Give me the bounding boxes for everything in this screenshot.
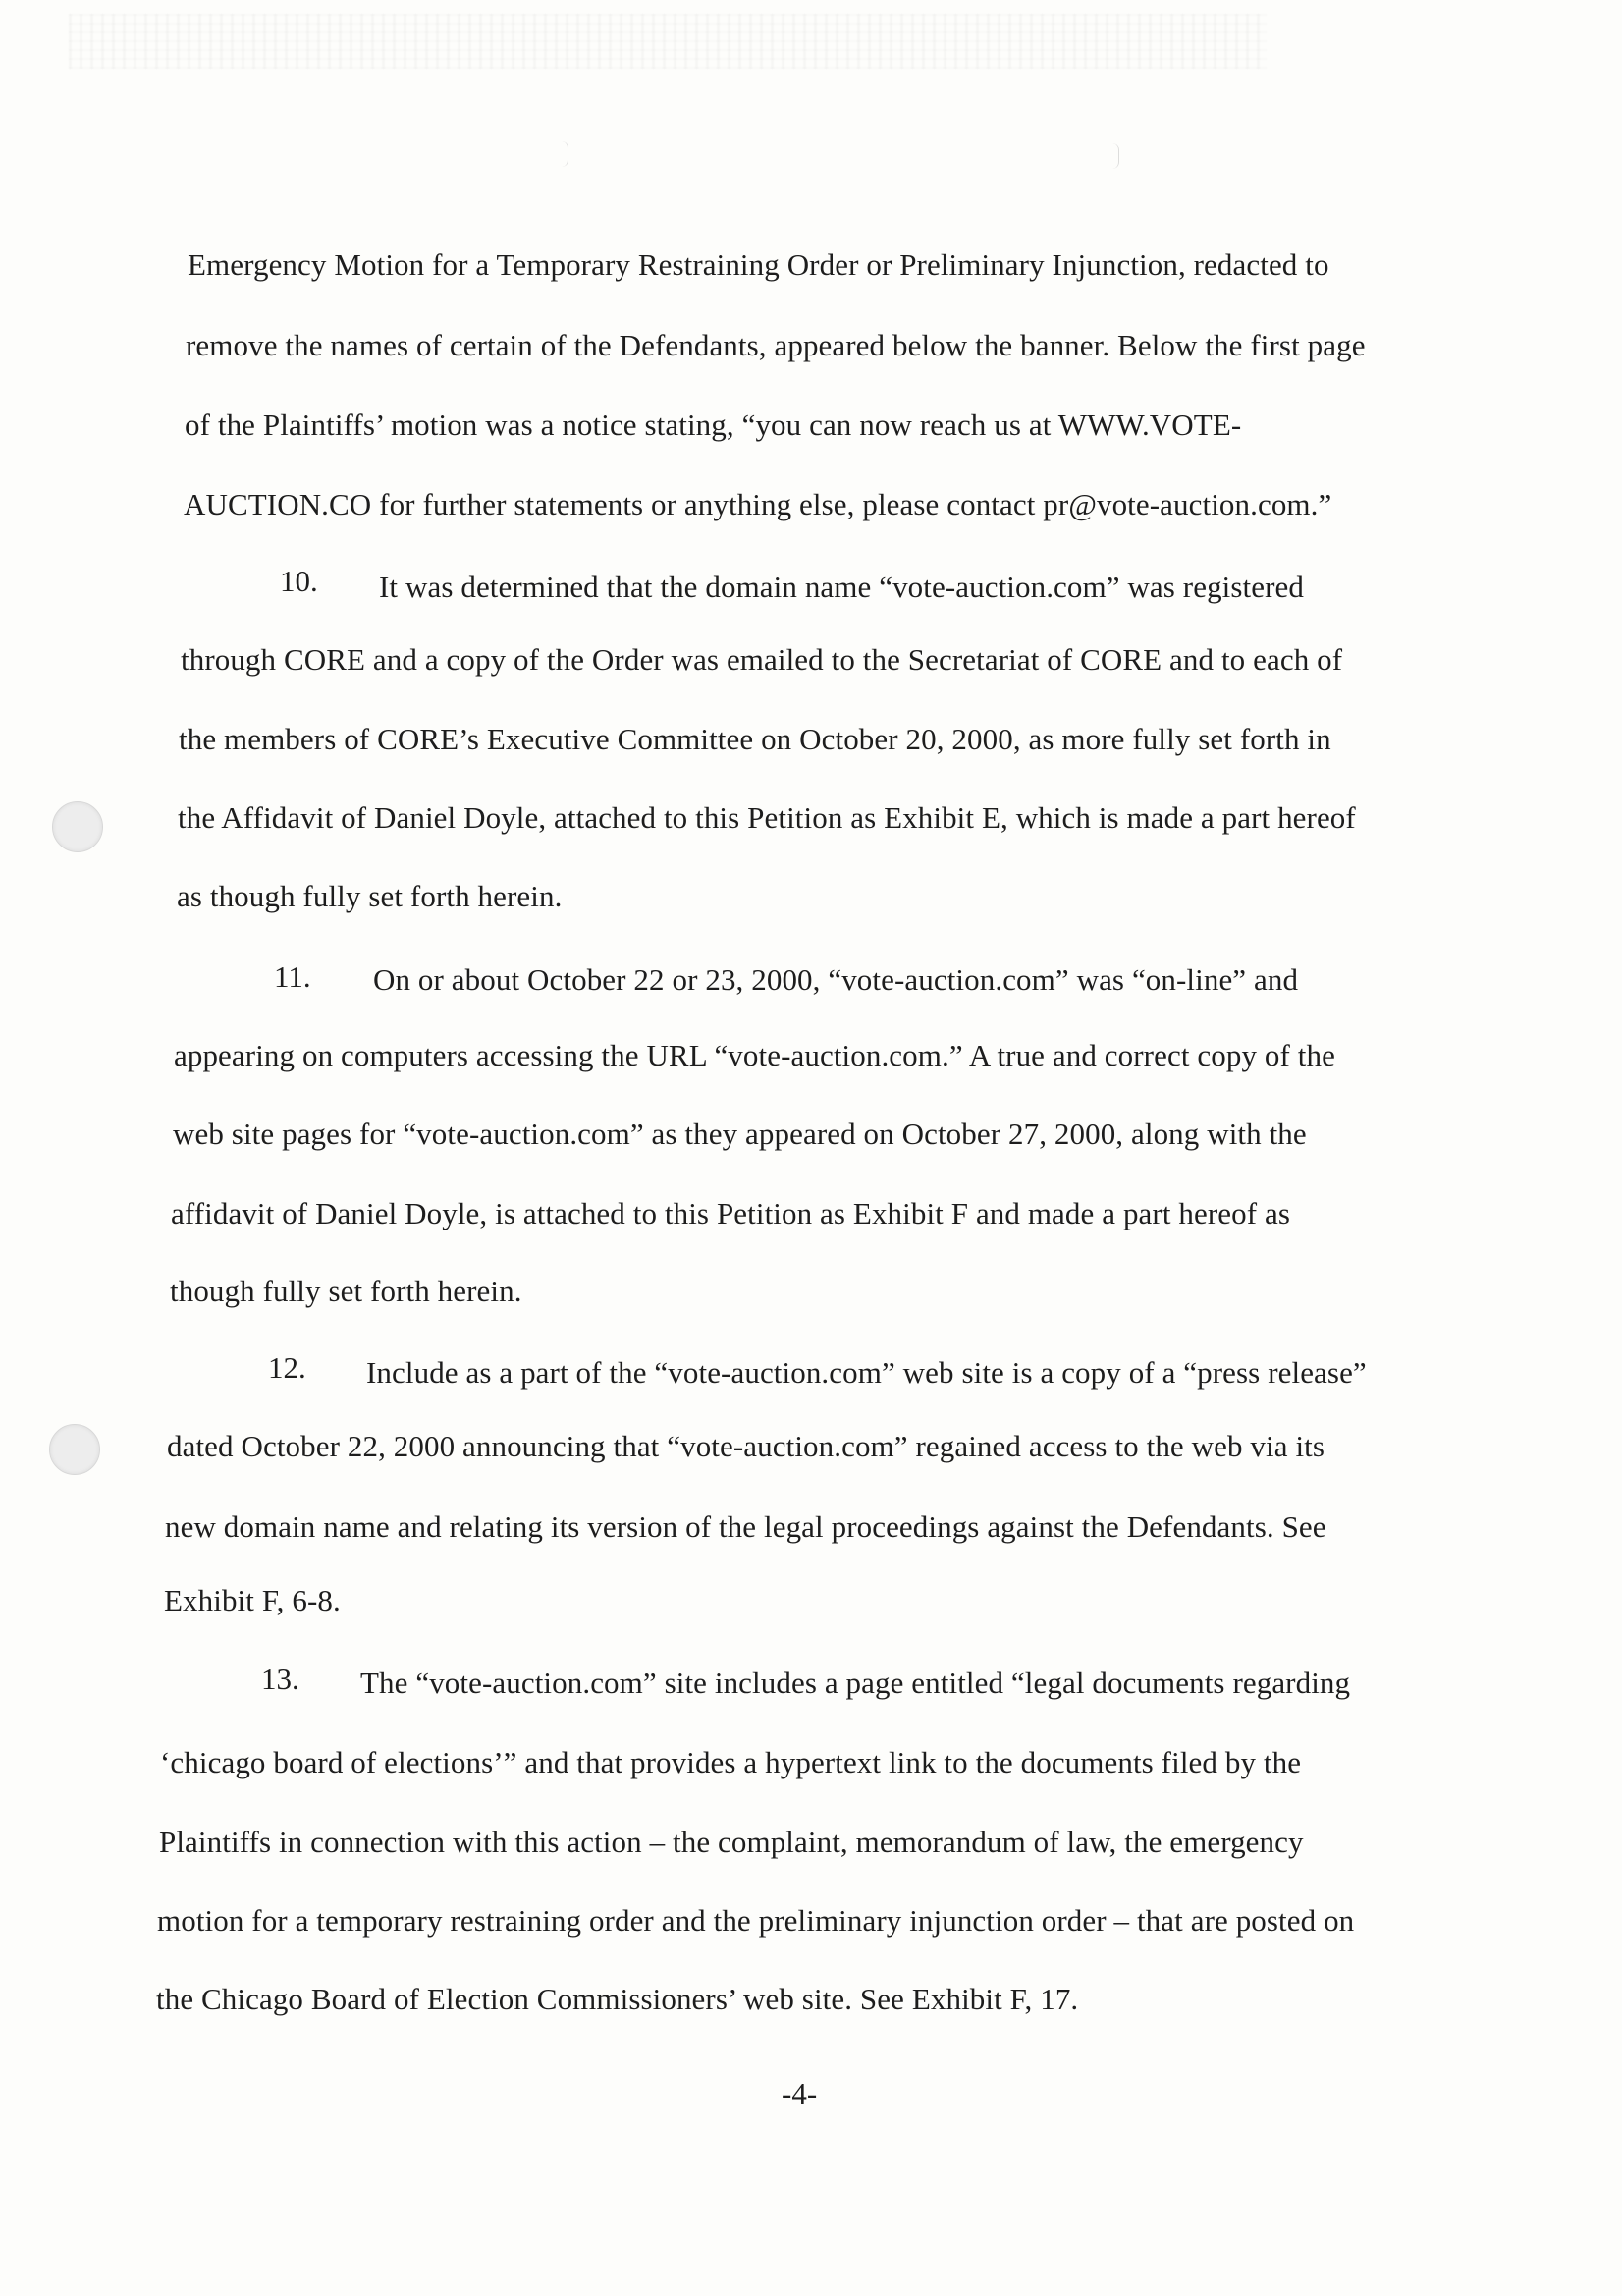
page-number: -4-	[782, 2076, 818, 2110]
punch-hole	[49, 1424, 100, 1475]
scan-mark	[1112, 143, 1119, 169]
text-line: though fully set forth herein.	[170, 1274, 522, 1308]
text-line: as though fully set forth herein.	[177, 879, 563, 913]
paragraph-number: 13.	[261, 1662, 299, 1696]
text-line: remove the names of certain of the Defendants, appeared below the banner. Below the first page	[186, 328, 1366, 362]
text-line: ‘chicago board of elections’” and that provides a hypertext link to the documents filed by the	[160, 1745, 1302, 1779]
text-line: On or about October 22 or 23, 2000, “vote-auction.com” was “on-line” and	[373, 962, 1299, 997]
text-line: dated October 22, 2000 announcing that “vote-auction.com” regained access to the web via its	[167, 1429, 1325, 1463]
text-line: web site pages for “vote-auction.com” as they appeared on October 27, 2000, along with the	[173, 1117, 1307, 1151]
text-line: of the Plaintiffs’ motion was a notice stating, “you can now reach us at WWW.VOTE-	[185, 408, 1242, 442]
text-line: Include as a part of the “vote-auction.com” web site is a copy of a “press release”	[366, 1355, 1367, 1390]
text-line: Plaintiffs in connection with this action – the complaint, memorandum of law, the emergency	[159, 1825, 1304, 1859]
text-line: The “vote-auction.com” site includes a page entitled “legal documents regarding	[360, 1666, 1351, 1700]
text-line: Emergency Motion for a Temporary Restraining Order or Preliminary Injunction, redacted to	[188, 247, 1329, 282]
paragraph-number: 12.	[268, 1350, 306, 1385]
text-line: AUCTION.CO for further statements or anything else, please contact pr@vote-auction.com.”	[184, 487, 1332, 521]
text-line: appearing on computers accessing the URL “vote-auction.com.” A true and correct copy of the	[174, 1038, 1335, 1072]
scan-noise	[69, 14, 1267, 69]
text-line: the Affidavit of Daniel Doyle, attached to this Petition as Exhibit E, which is made a part hereof	[178, 800, 1356, 835]
paragraph-number: 10.	[280, 564, 318, 598]
text-line: new domain name and relating its version of the legal proceedings against the Defendants. See	[165, 1509, 1326, 1544]
text-line: motion for a temporary restraining order and the preliminary injunction order – that are posted on	[157, 1903, 1355, 1938]
text-line: affidavit of Daniel Doyle, is attached to this Petition as Exhibit F and made a part hereof as	[171, 1196, 1291, 1230]
text-line: Exhibit F, 6-8.	[164, 1583, 341, 1617]
text-line: the Chicago Board of Election Commissioners’ web site. See Exhibit F, 17.	[156, 1982, 1079, 2016]
scan-mark	[562, 141, 568, 167]
text-line: through CORE and a copy of the Order was emailed to the Secretariat of CORE and to each of	[181, 642, 1343, 677]
punch-hole	[52, 801, 103, 852]
text-line: the members of CORE’s Executive Committee on October 20, 2000, as more fully set forth in	[179, 722, 1331, 756]
text-line: It was determined that the domain name “vote-auction.com” was registered	[379, 570, 1305, 604]
paragraph-number: 11.	[274, 959, 311, 994]
